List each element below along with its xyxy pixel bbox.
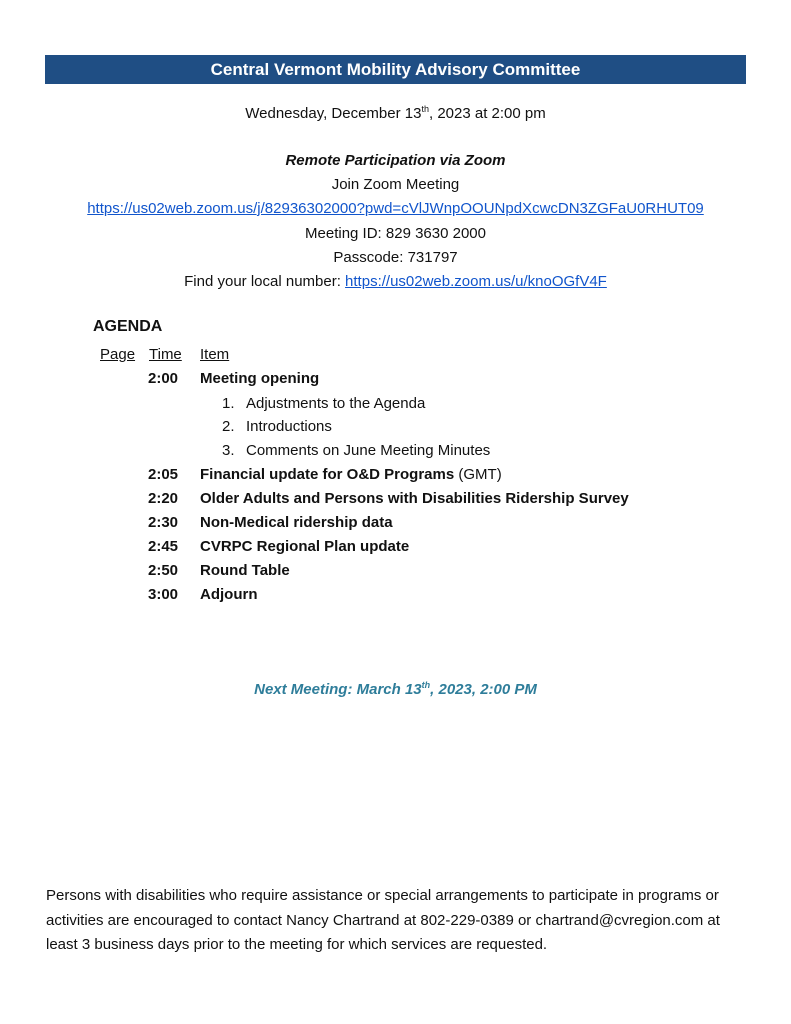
remote-heading: Remote Participation via Zoom: [285, 152, 506, 169]
join-label: Join Zoom Meeting: [331, 176, 460, 193]
next-meeting: Next Meeting: March 13th, 2023, 2:00 PM: [254, 680, 537, 698]
agenda-time: 3:00: [148, 586, 179, 603]
meeting-date-sup: th: [421, 104, 429, 114]
agenda-row: [0, 562, 791, 584]
agenda-subitem: 3. Comments on June Meeting Minutes: [222, 442, 491, 459]
column-header-page: Page: [100, 346, 136, 363]
agenda-row: [0, 370, 791, 392]
column-header-time: Time: [149, 346, 182, 363]
join-link-line: [0, 200, 791, 217]
agenda-subitem: 1. Adjustments to the Agenda: [222, 395, 426, 412]
agenda-title: AGENDA: [93, 318, 163, 335]
local-number-line: [0, 273, 791, 290]
local-number-label: Find your local number:: [184, 273, 346, 290]
agenda-time: 2:00: [148, 370, 179, 387]
meeting-date-time: , 2023 at 2:00 pm: [428, 105, 546, 122]
meeting-date: [0, 104, 791, 122]
agenda-time: 2:30: [148, 514, 179, 531]
agenda-item: Meeting opening: [200, 370, 320, 387]
agenda-item: Round Table: [200, 562, 290, 579]
agenda-item: Financial update for O&D Programs (GMT): [200, 466, 502, 483]
passcode: Passcode: 731797: [333, 249, 458, 266]
agenda-time: 2:05: [148, 466, 179, 483]
agenda-time: 2:45: [148, 538, 179, 555]
agenda-row: [0, 538, 791, 560]
agenda-item: CVRPC Regional Plan update: [200, 538, 410, 555]
agenda-subitem: 2. Introductions: [222, 418, 332, 435]
agenda-time: 2:50: [148, 562, 179, 579]
agenda-row: [0, 514, 791, 536]
local-number-link[interactable]: https://us02web.zoom.us/u/knoOGfV4F: [345, 273, 607, 290]
agenda-item: Older Adults and Persons with Disabilities Ridership Survey: [200, 490, 629, 507]
accessibility-notice: Persons with disabilities who require assistance or special arrangements to participate in programs or activities are encouraged to contact Nancy Chartrand at 802-229-0389 or chartrand@cvregion.com at least 3 business days prior to the meeting for which services are requested.: [46, 887, 720, 953]
zoom-join-link[interactable]: https://us02web.zoom.us/j/82936302000?pwd=cVlJWnpOOUNpdXcwcDN3ZGFaU0RHUT09: [87, 200, 704, 217]
header-title-bar: [45, 55, 746, 84]
meeting-date-main: Wednesday, December 13: [245, 105, 422, 122]
agenda-row: [0, 586, 791, 608]
agenda-row: [0, 490, 791, 512]
agenda-time: 2:20: [148, 490, 179, 507]
agenda-item: Adjourn: [200, 586, 258, 603]
agenda-item: Non-Medical ridership data: [200, 514, 393, 531]
page-title: Central Vermont Mobility Advisory Committee: [210, 59, 581, 79]
meeting-id: Meeting ID: 829 3630 2000: [305, 225, 486, 242]
column-header-item: Item: [200, 346, 230, 363]
agenda-row: [0, 466, 791, 488]
